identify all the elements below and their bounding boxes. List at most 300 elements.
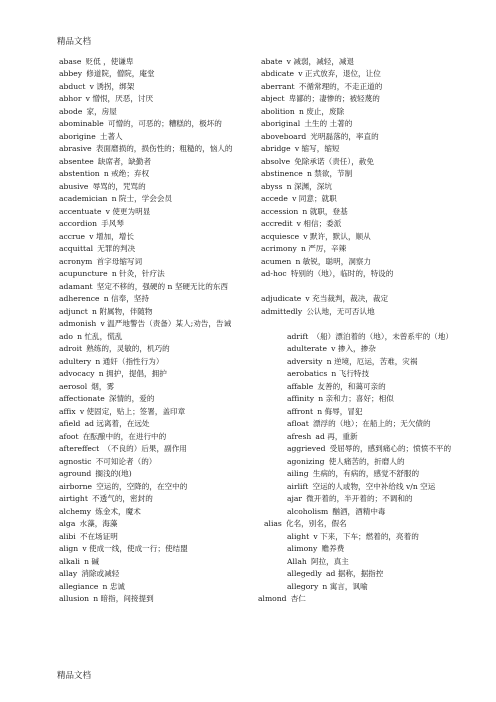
vocab-entry <box>59 193 172 206</box>
vocab-word: airborne <box>59 481 93 491</box>
vocab-entry <box>59 481 187 494</box>
vocab-entry <box>59 468 132 481</box>
vocab-definition: 贬低 ，使谦卑 <box>85 56 134 66</box>
vocab-word: accede <box>261 194 288 203</box>
vocab-definition: 免除承诺（责任），赦免 <box>294 156 374 166</box>
vocab-entry <box>59 331 122 344</box>
vocab-definition: 不透气的，密封的 <box>92 494 153 503</box>
vocab-definition: v 增加，增长 <box>89 231 134 241</box>
vocab-entry <box>59 568 119 581</box>
vocab-entry <box>59 418 150 431</box>
vocab-definition: 坚定不移的，强硬的 n 坚硬无比的东西 <box>96 281 228 291</box>
vocab-word: absolve <box>261 156 291 166</box>
vocab-entry <box>261 156 374 169</box>
vocab-definition: 烟，雾 <box>91 381 115 391</box>
vocab-word: aerobatics <box>287 369 328 378</box>
vocab-word: admonish <box>59 319 97 328</box>
vocab-word: affinity <box>287 394 315 403</box>
vocab-definition: 炼金术，魔术 <box>95 506 141 516</box>
vocab-word: adjunct <box>59 306 88 316</box>
vocab-entry <box>59 268 165 281</box>
vocab-definition: v 正式放弃，退位，让位 <box>298 69 381 78</box>
vocab-entry <box>287 431 358 444</box>
vocab-word: aground <box>59 469 92 478</box>
vocab-word: abbey <box>59 69 83 78</box>
vocab-entry <box>59 156 151 169</box>
vocab-word: almond <box>258 594 287 603</box>
vocab-row <box>59 56 459 69</box>
vocab-entry <box>287 556 349 569</box>
vocab-word: accrue <box>59 231 86 241</box>
vocab-definition: 微开着的，半开着的；不调和的 <box>306 494 413 503</box>
vocab-entry <box>261 231 371 244</box>
vocab-row <box>59 281 459 294</box>
vocab-definition: n 忙乱，慌乱 <box>77 331 123 341</box>
vocab-definition: v 充当裁判，裁决，裁定 <box>305 294 389 303</box>
vocab-entry <box>261 168 352 181</box>
vocab-definition: 生病的，有病的，感觉不舒服的 <box>312 469 420 478</box>
vocab-word: abhor <box>59 94 82 103</box>
page-footer: 精品文档 <box>57 671 92 681</box>
vocab-word: abase <box>59 56 82 66</box>
vocab-word: abduct <box>59 81 86 91</box>
vocab-word: agonizing <box>287 456 325 466</box>
vocab-word: adherence <box>59 294 100 303</box>
page-header: 精品文档 <box>57 37 92 47</box>
vocab-row <box>59 143 459 156</box>
vocab-entry <box>59 106 117 119</box>
vocab-word: abolition <box>261 106 295 116</box>
vocab-definition: n 深渊，深坑 <box>286 181 332 191</box>
vocab-definition: n 拥护，提倡，拥护 <box>98 369 167 378</box>
vocab-definition: 公认地，无可否认地 <box>306 306 375 316</box>
vocab-definition: n 通奸（指性行为） <box>95 356 164 366</box>
vocab-row <box>59 506 459 519</box>
vocab-word: ailing <box>287 469 309 478</box>
vocab-entry <box>261 306 375 319</box>
vocab-definition: 不可知论者（的） <box>95 456 157 466</box>
vocab-entry <box>258 593 306 606</box>
vocab-word: aboriginal <box>261 119 301 128</box>
vocab-entry <box>287 456 405 469</box>
vocab-row <box>59 556 459 569</box>
vocab-row <box>59 581 459 594</box>
vocab-entry <box>261 118 352 131</box>
vocab-word: abate <box>261 56 283 66</box>
vocab-definition: 家，房屋 <box>86 106 117 116</box>
vocab-definition: v 掺入，掺杂 <box>331 344 376 353</box>
vocab-word: align <box>59 544 79 553</box>
vocab-word: abstention <box>59 169 100 178</box>
vocab-word: adultery <box>59 356 92 366</box>
vocab-word: alibi <box>59 531 76 541</box>
vocab-definition: v 使固定，贴上；签署，盖印章 <box>79 406 186 416</box>
vocab-row <box>59 293 459 306</box>
vocab-word: acumen <box>261 256 292 266</box>
vocab-definition: v 诱拐，绑架 <box>89 81 135 91</box>
vocab-definition: 受屈辱的，感到痛心的；愤愤不平的 <box>329 444 452 453</box>
vocab-word: abridge <box>261 144 291 153</box>
vocab-entry <box>287 406 363 419</box>
vocab-row <box>59 206 459 219</box>
vocab-definition: 土著人 <box>99 131 123 141</box>
vocab-word: abject <box>261 94 285 103</box>
vocab-definition: 赡养费 <box>321 544 345 553</box>
vocab-definition: n 信奉，坚持 <box>103 294 149 303</box>
vocab-word: allay <box>59 569 78 578</box>
vocab-entry <box>287 531 419 544</box>
vocab-entry <box>264 518 347 531</box>
vocab-row <box>59 356 459 369</box>
vocab-word: adversity <box>287 356 323 366</box>
vocab-entry <box>59 506 141 519</box>
vocab-definition: v 温严地警告（责备）某人;劝告，告诫 <box>100 319 232 328</box>
vocab-definition: 酗酒，酒精中毒 <box>332 506 386 516</box>
vocab-entry <box>59 531 118 544</box>
vocab-entry <box>287 468 419 481</box>
vocab-word: abominable <box>59 119 104 128</box>
vocab-entry <box>59 543 188 556</box>
vocab-definition: 杏仁 <box>290 594 306 603</box>
vocab-entry <box>287 443 451 456</box>
vocab-definition: n 碱 <box>84 556 100 566</box>
vocab-definition: 使人痛苦的，折磨人的 <box>328 456 405 466</box>
vocab-row <box>59 168 459 181</box>
vocab-word: alga <box>59 519 76 528</box>
vocab-row <box>59 531 459 544</box>
vocab-word: abyss <box>261 181 283 191</box>
vocab-definition: 消除或减轻 <box>81 569 120 578</box>
vocab-word: alcoholism <box>287 506 329 516</box>
vocab-word: accordion <box>59 219 97 228</box>
vocab-definition: n 就职，登基 <box>302 206 348 216</box>
vocab-definition: 友善的，和蔼可亲的 <box>317 381 386 391</box>
vocab-row <box>59 368 459 381</box>
vocab-word: aborigine <box>59 131 96 141</box>
vocab-row <box>59 93 459 106</box>
vocab-row <box>59 118 459 131</box>
vocab-entry <box>59 581 125 594</box>
vocab-word: aboveboard <box>261 131 307 141</box>
vocab-definition: 深情的，爱的 <box>108 394 155 403</box>
vocab-entry <box>59 118 222 131</box>
vocab-word: abode <box>59 106 83 116</box>
vocab-row <box>59 243 459 256</box>
vocab-word: abrasive <box>59 144 92 153</box>
vocab-definition: 土生的 土著的 <box>304 119 353 128</box>
vocab-word: adrift <box>287 331 309 341</box>
vocab-definition: n 戒绝；弃权 <box>103 169 150 178</box>
vocab-row <box>59 181 459 194</box>
vocab-entry <box>261 181 332 194</box>
vocab-entry <box>59 93 153 106</box>
vocab-word: aftereffect <box>59 444 100 453</box>
vocab-definition: v 默许，默认，顺从 <box>303 231 371 241</box>
vocab-word: abstinence <box>261 169 303 178</box>
vocab-row <box>59 106 459 119</box>
vocab-definition: 漂浮的（地）；在船上的；无欠债的 <box>312 419 431 428</box>
vocab-word: affront <box>287 406 314 416</box>
vocab-word: ad-hoc <box>261 269 287 278</box>
vocab-definition: n 附属物，伴随物 <box>92 306 153 316</box>
vocab-row <box>59 68 459 81</box>
vocab-definition: 不在场证明 <box>79 531 118 541</box>
vocab-entry <box>287 343 376 356</box>
vocab-entry <box>59 431 166 444</box>
vocab-word: acquiesce <box>261 231 300 241</box>
vocab-row <box>59 481 459 494</box>
vocab-word: adulterate <box>287 344 327 353</box>
vocab-row <box>59 568 459 581</box>
vocab-definition: n 敏锐，聪明，洞察力 <box>295 256 372 266</box>
vocab-entry <box>59 218 124 231</box>
vocab-row <box>59 306 459 319</box>
vocab-word: alchemy <box>59 506 92 516</box>
vocab-entry <box>59 493 153 506</box>
vocab-entry <box>287 493 413 506</box>
vocab-entry <box>59 356 163 369</box>
vocab-definition: 熟练的，灵敏的，机巧的 <box>86 344 170 353</box>
vocab-word: advocacy <box>59 369 95 378</box>
vocab-word: alkali <box>59 556 80 566</box>
vocab-word: alimony <box>287 544 318 553</box>
vocab-definition: （船）漂泊着的（地），未曾系牢的（地） <box>312 331 453 341</box>
vocab-row <box>59 431 459 444</box>
vocab-definition: 特别的（地），临时的，特设的 <box>290 269 394 278</box>
vocab-entry <box>59 243 135 256</box>
vocab-row <box>59 156 459 169</box>
vocab-definition: ad 远离着，在远处 <box>84 419 150 428</box>
vocab-word: allegory <box>287 581 319 591</box>
vocab-entry <box>59 381 114 394</box>
vocab-entry <box>261 268 393 281</box>
vocab-word: alight <box>287 531 310 541</box>
vocab-entry <box>287 506 386 519</box>
vocab-word: airtight <box>59 494 88 503</box>
vocab-row <box>59 256 459 269</box>
vocab-entry <box>59 206 150 219</box>
vocab-word: acupuncture <box>59 269 108 278</box>
vocab-definition: n 忠诚 <box>102 581 126 591</box>
vocab-word: affix <box>59 406 76 416</box>
vocab-entry <box>59 143 233 156</box>
vocab-definition: n 侮辱，冒犯 <box>317 406 363 416</box>
vocab-definition: 卑鄙的；凄惨的；被轻蔑的 <box>288 94 380 103</box>
vocab-word: acquittal <box>59 244 94 253</box>
vocab-entry <box>287 543 344 556</box>
vocab-word: aberrant <box>261 81 295 91</box>
vocab-row <box>59 318 459 331</box>
vocab-definition: 首字母缩写词 <box>96 256 143 266</box>
vocab-definition: 空运的，空降的，在空中的 <box>96 481 188 491</box>
vocab-definition: v 使更为明显 <box>105 206 151 216</box>
vocab-word: absentee <box>59 156 94 166</box>
vocab-definition: n 针灸，针疗法 <box>111 269 165 278</box>
vocab-row <box>59 81 459 94</box>
vocab-definition: n 暗指，间接提到 <box>93 594 154 603</box>
vocab-entry <box>287 418 431 431</box>
vocab-definition: v 使成一线，使成一行；使结盟 <box>82 544 188 553</box>
vocab-definition: v 缩写，缩短 <box>294 144 340 153</box>
vocab-entry <box>59 443 187 456</box>
vocab-row <box>59 268 459 281</box>
vocab-entry <box>287 368 369 381</box>
vocab-row <box>59 418 459 431</box>
vocab-word: afoot <box>59 431 79 441</box>
vocab-definition: 缺席者，缺勤者 <box>97 156 152 166</box>
vocab-entry <box>287 481 435 494</box>
vocab-entry <box>287 381 386 394</box>
vocab-word: accredit <box>261 219 293 228</box>
vocab-word: acrimony <box>261 244 297 253</box>
vocab-definition: 表面磨损的，损伤性的；粗糙的，恼人的 <box>95 144 233 153</box>
vocab-row <box>59 331 459 344</box>
vocab-word: airlift <box>287 481 309 491</box>
vocab-word: afield <box>59 419 81 428</box>
vocab-definition: n 院士，学会会员 <box>111 194 173 203</box>
vocab-entry <box>287 393 394 406</box>
vocab-entry <box>59 306 152 319</box>
vocab-definition: n 严厉，辛辣 <box>300 244 347 253</box>
vocab-definition: 手风琴 <box>101 219 124 228</box>
vocab-row <box>59 456 459 469</box>
vocab-word: allegiance <box>59 581 99 591</box>
vocab-word: acronym <box>59 256 93 266</box>
vocab-word: afloat <box>287 419 309 428</box>
vocab-definition: （不良的）后果，副作用 <box>103 444 187 453</box>
vocab-entry <box>261 218 341 231</box>
vocab-entry <box>59 456 156 469</box>
vocab-entry <box>261 131 379 144</box>
vocab-row <box>59 131 459 144</box>
vocab-word: aggrieved <box>287 444 326 453</box>
vocab-row <box>59 193 459 206</box>
vocab-entry <box>59 393 154 406</box>
vocab-definition: n 飞行特技 <box>331 369 370 378</box>
vocab-word: agnostic <box>59 456 92 466</box>
vocab-entry <box>59 406 185 419</box>
vocab-definition: 空运的人或物，空中补给线 v/n 空运 <box>312 481 436 491</box>
vocab-definition: 水藻，海藻 <box>79 519 118 528</box>
vocab-entry <box>59 68 155 81</box>
vocab-word: admittedly <box>261 306 303 316</box>
vocab-row <box>59 543 459 556</box>
vocab-row <box>59 518 459 531</box>
vocab-definition: 不循常理的，不走正道的 <box>298 81 383 91</box>
vocab-entry <box>261 193 337 206</box>
vocab-word: Allah <box>287 556 307 566</box>
vocab-word: adjudicate <box>261 294 302 303</box>
vocab-definition: 辱骂的，咒骂的 <box>92 181 146 191</box>
vocab-entry <box>287 581 368 594</box>
vocab-row <box>59 493 459 506</box>
vocab-row <box>59 468 459 481</box>
vocab-entry <box>59 293 149 306</box>
vocab-entry <box>287 568 383 581</box>
vocab-definition: v 憎恨，厌恶，讨厌 <box>85 94 154 103</box>
vocab-entry <box>261 293 388 306</box>
vocab-definition: 化名，别名，假名 <box>285 519 347 528</box>
vocab-row <box>59 406 459 419</box>
vocab-entry <box>261 106 344 119</box>
vocab-definition: 阿拉，真主 <box>310 556 349 566</box>
vocab-entry <box>59 81 134 94</box>
vocab-definition: v 减弱，减轻，减退 <box>286 56 355 66</box>
vocab-entry <box>261 93 380 106</box>
vocab-definition: v 同意；就职 <box>292 194 337 203</box>
vocab-definition: n 禁欲，节制 <box>306 169 353 178</box>
vocab-word: aerosol <box>59 381 88 391</box>
vocab-entry <box>261 81 382 94</box>
vocab-definition: n 废止，废除 <box>298 106 345 116</box>
vocab-entry <box>59 593 154 606</box>
vocab-entry <box>59 131 123 144</box>
vocab-word: abdicate <box>261 69 295 78</box>
vocab-entry <box>59 256 142 269</box>
vocab-word: accession <box>261 206 299 216</box>
vocab-definition: 可憎的，可恶的；糟糕的，极坏的 <box>107 119 222 128</box>
vocab-definition: n 逆境，厄运，苦难，灾祸 <box>326 356 418 366</box>
vocab-definition: n 亲和力；喜好；相似 <box>318 394 394 403</box>
vocab-entry <box>261 243 346 256</box>
vocab-entry <box>261 256 371 269</box>
vocab-definition: 无罪的判决 <box>97 244 136 253</box>
vocab-entry <box>59 168 149 181</box>
vocab-word: allusion <box>59 594 90 603</box>
vocab-word: adamant <box>59 281 93 291</box>
vocab-entry <box>59 181 146 194</box>
vocab-definition: 搁浅的(地) <box>95 469 132 478</box>
vocab-definition: v 相信；委派 <box>296 219 342 228</box>
vocab-definition: ad 据称，据指控 <box>326 569 384 578</box>
vocab-entry <box>287 331 453 344</box>
vocab-entry <box>261 56 354 69</box>
vocab-row <box>59 381 459 394</box>
vocab-entry <box>59 281 228 294</box>
vocab-word: abusive <box>59 181 89 191</box>
vocab-word: allegedly <box>287 569 322 578</box>
vocab-row <box>59 231 459 244</box>
vocab-word: afresh <box>287 431 312 441</box>
vocab-entry <box>59 318 231 331</box>
vocab-entry <box>59 343 170 356</box>
vocab-row <box>59 593 459 606</box>
vocab-word: alias <box>264 519 282 528</box>
vocab-word: accentuate <box>59 206 102 216</box>
vocabulary-list <box>59 56 459 606</box>
vocab-definition: v 下来，下车；燃着的，亮着的 <box>313 531 419 541</box>
vocab-row <box>59 393 459 406</box>
vocab-word: ajar <box>287 494 303 503</box>
vocab-definition: n 寓言，讽喻 <box>322 581 368 591</box>
vocab-definition: ad 再，重新 <box>315 431 358 441</box>
vocab-word: adroit <box>59 344 83 353</box>
vocab-entry <box>287 356 418 369</box>
vocab-definition: 修道院，僧院，庵堂 <box>86 69 155 78</box>
vocab-entry <box>59 56 133 69</box>
vocab-word: affable <box>287 381 314 391</box>
vocab-row <box>59 218 459 231</box>
vocab-word: ado <box>59 331 73 341</box>
vocab-entry <box>59 231 134 244</box>
vocab-entry <box>261 143 340 156</box>
vocab-entry <box>59 368 167 381</box>
vocab-entry <box>261 68 381 81</box>
vocab-definition: 光明磊落的，率直的 <box>310 131 379 141</box>
vocab-row <box>59 343 459 356</box>
vocab-definition: 在酝酿中的，在进行中的 <box>82 431 167 441</box>
vocab-entry <box>59 556 99 569</box>
